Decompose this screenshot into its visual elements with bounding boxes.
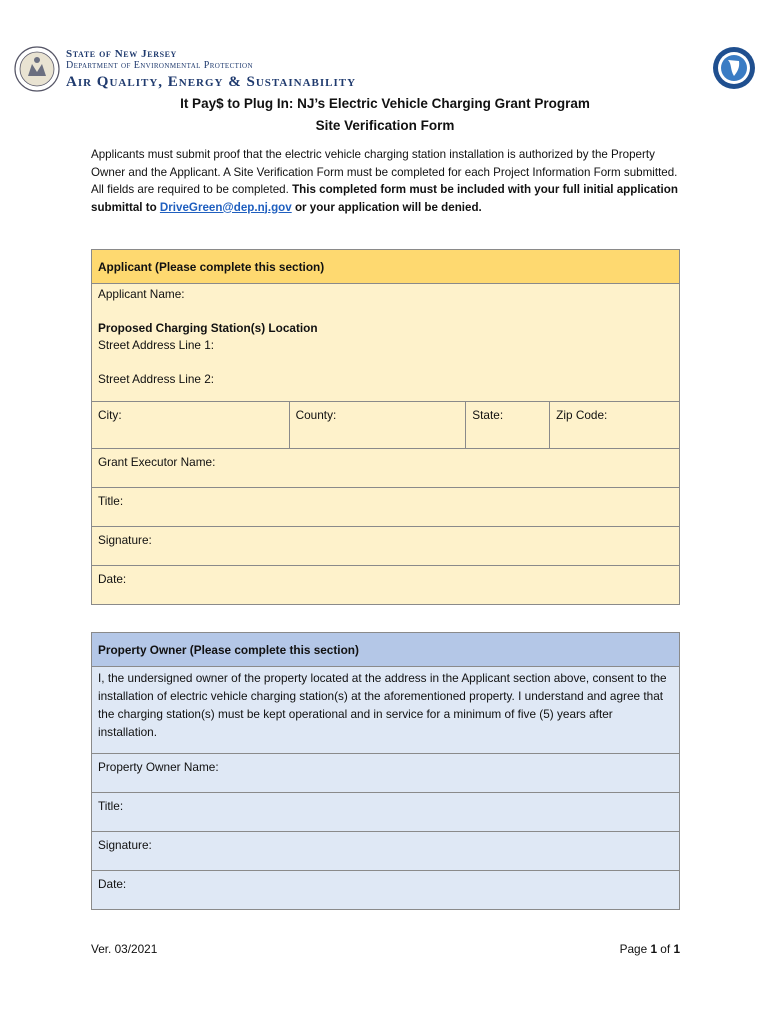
total-pages: 1 xyxy=(673,942,680,956)
street-address-2-label: Street Address Line 2: xyxy=(98,372,215,386)
email-link[interactable]: DriveGreen@dep.nj.gov xyxy=(159,200,292,214)
owner-consent-statement: I, the undersigned owner of the property located at the address in the Applicant section above, consent to the installation of electric vehicle charging station(s) at the aforementioned property. I understand and agree that the charging station(s) must be kept operational and in service for a minimum of five (5) years after installation. xyxy=(92,667,680,754)
location-heading: Proposed Charging Station(s) Location xyxy=(98,321,318,335)
property-owner-name-field[interactable]: Property Owner Name: xyxy=(92,754,680,793)
city-field[interactable]: City: xyxy=(92,402,290,449)
form-title: It Pay$ to Plug In: NJ’s Electric Vehicle Charging Grant Program xyxy=(180,96,590,111)
applicant-section xyxy=(91,249,680,605)
instructions xyxy=(91,146,691,216)
instructions-para-1: Applicants must submit proof that the electric vehicle charging station installation is authorized by the Property Owner and the Applicant. A Site Verification Form must be completed for each Project Information Form submitted. xyxy=(91,148,678,179)
denial-note: or your application will be denied. xyxy=(291,200,482,214)
owner-section-heading: Property Owner (Please complete this section) xyxy=(92,633,680,667)
of-word: of xyxy=(657,942,674,956)
grant-executor-name-field[interactable]: Grant Executor Name: xyxy=(92,449,680,488)
form-subtitle: Site Verification Form xyxy=(315,118,455,133)
division-line: Air Quality, Energy & Sustainability xyxy=(66,74,357,90)
owner-title-field[interactable]: Title: xyxy=(92,793,680,832)
letterhead xyxy=(14,42,756,98)
owner-signature-field[interactable]: Signature: xyxy=(92,832,680,871)
dep-seal-icon xyxy=(712,46,756,90)
required-note: All fields are required to be completed. xyxy=(91,183,293,196)
owner-date-field[interactable]: Date: xyxy=(92,871,680,910)
zip-code-field[interactable]: Zip Code: xyxy=(550,402,680,449)
state-line: State of New Jersey xyxy=(66,48,177,60)
version-label: Ver. 03/2021 xyxy=(91,942,158,956)
current-page: 1 xyxy=(650,942,658,956)
department-line: Department of Environmental Protection xyxy=(66,60,253,71)
applicant-name-label: Applicant Name: xyxy=(98,287,185,301)
county-field[interactable]: County: xyxy=(289,402,466,449)
page-word: Page xyxy=(619,942,651,956)
submittal-note: This completed form must be included with your full initial application submittal to xyxy=(91,183,678,214)
agency-name xyxy=(66,48,356,92)
state-field[interactable]: State: xyxy=(466,402,550,449)
applicant-section-heading: Applicant (Please complete this section) xyxy=(92,250,680,284)
applicant-signature-field[interactable]: Signature: xyxy=(92,527,680,566)
property-owner-section xyxy=(91,632,680,910)
applicant-title-field[interactable]: Title: xyxy=(92,488,680,527)
instructions-para-2 xyxy=(91,181,691,216)
applicant-location-block[interactable] xyxy=(92,284,680,402)
page-number xyxy=(620,942,680,956)
street-address-1-label: Street Address Line 1: xyxy=(98,338,215,352)
applicant-date-field[interactable]: Date: xyxy=(92,566,680,605)
nj-state-seal-icon xyxy=(14,46,60,92)
